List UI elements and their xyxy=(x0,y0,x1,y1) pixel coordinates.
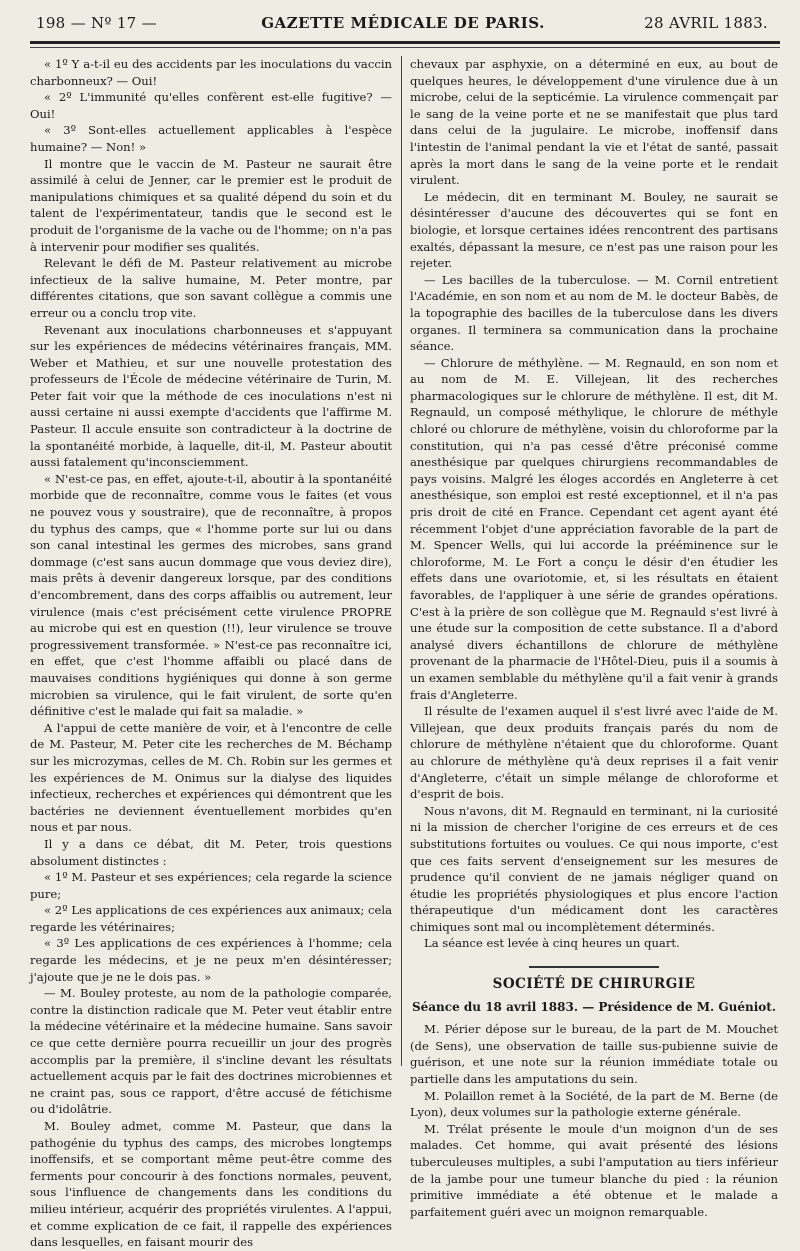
paragraph: « 2º Les applications de ces expériences aux animaux; cela regarde les vétérinaires; xyxy=(30,903,392,934)
paragraph: — Chlorure de méthylène. — M. Regnauld, en son nom et au nom de M. E. Villejean, lit des recherches pharmacologiques sur le chlorure de méthylène. Il est, dit M. Regnauld, un composé méthylique, le chlorure de méthyle chloré ou chlorure de méthylène, voisin du chloroforme par la constitution, qui n'a pas cessé d'être préconisé comme anesthésique par quelques chirurgiens recommandables de pays voisins. Malgré les éloges accordés en Angleterre à cet anesthésique, son emploi est resté exceptionnel, et il n'a pas pris droit de cité en France. Cependant cet agent ayant été récemment l'objet d'une appréciation favorable de la part de M. Spencer Wells, qui lui accorde la prééminence sur le chloroforme, M. Le Fort a conçu le désir d'en étudier les effets dans une ovariotomie, et, si les résultats en étaient favorables, de l'appliquer à une série de grandes opérations. C'est à la prière de son collègue que M. Regnauld s'est livré à une étude sur la composition de cette substance. Il a d'abord analysé divers échantillons de chlorure de méthylène provenant de la pharmacie de l'Hôtel-Dieu, puis il a soumis à un examen semblable du méthylène qu'il a fait venir à grands frais d'Angleterre. xyxy=(410,355,778,702)
paragraph: « 2º L'immunité qu'elles confèrent est-elle fugitive? — Oui! xyxy=(30,90,392,121)
column-divider xyxy=(401,56,402,1066)
page-number: 198 — Nº 17 — xyxy=(36,14,157,32)
issue-date: 28 AVRIL 1883. xyxy=(644,14,768,32)
journal-title: GAZETTE MÉDICALE DE PARIS. xyxy=(261,14,545,32)
paragraph: M. Bouley admet, comme M. Pasteur, que dans la pathogénie du typhus des camps, des microbes longtemps inoffensifs, et se comportant même peut-être comme des ferments pour concourir à des fonctions normales, peuvent, sous l'influence de changements dans les conditions du milieu intérieur, acquérir des propriétés virulentes. A l'appui, et comme explication de ce fait, il rappelle des expériences dans lesquelles, en faisant mourir des xyxy=(30,1119,392,1250)
paragraph: « 3º Les applications de ces expériences à l'homme; cela regarde les médecins, et je ne peux m'en désintéresser; j'ajoute que je ne le dois pas. » xyxy=(30,936,392,984)
paragraph: « 1º M. Pasteur et ses expériences; cela regarde la science pure; xyxy=(30,870,392,901)
right-column xyxy=(410,56,778,1220)
paragraph: M. Périer dépose sur le bureau, de la part de M. Mouchet (de Sens), une observation de taille sus-pubienne suivie de guérison, et une note sur la réunion immédiate totale ou partielle dans les amputations du sein. xyxy=(410,1022,778,1087)
paragraph: Nous n'avons, dit M. Regnauld en terminant, ni la curiosité ni la mission de chercher l'origine de ces erreurs et de ces substitutions fortuites ou voulues. Ce qui nous importe, c'est que ces faits servent d'enseignement sur les mesures de prudence qu'il convient de ne jamais négliger quand on étudie les propriétés physiologiques et plus encore l'action thérapeutique d'un médicament dont les caractères chimiques sont mal ou incomplètement déterminés. xyxy=(410,803,778,934)
paragraph: Le médecin, dit en terminant M. Bouley, ne saurait se désintéresser d'aucune des découvertes qui se font en biologie, et lorsque certaines idées rencontrent des partisans exaltés, dépassant la mesure, ce n'est pas une raison pour les rejeter. xyxy=(410,189,778,271)
left-column xyxy=(30,56,392,1251)
paragraph: La séance est levée à cinq heures un quart. xyxy=(424,936,680,951)
paragraph: Revenant aux inoculations charbonneuses et s'appuyant sur les expériences de médecins vétérinaires français, MM. Weber et Mathieu, et sur une nouvelle protestation des professeurs de l'École de médecine vétérinaire de Turin, M. Peter fait voir que la méthode de ces inoculations n'est ni aussi certaine ni aussi exempte d'accidents que l'affirme M. Pasteur. Il accule ensuite son contradicteur à la doctrine de la spontanéité morbide, à laquelle, dit-il, M. Pasteur aboutit aussi fatalement qu'inconsciemment. xyxy=(30,322,392,470)
header-rule-thick xyxy=(30,41,780,44)
paragraph: Il montre que le vaccin de M. Pasteur ne saurait être assimilé à celui de Jenner, car le premier est le produit de manipulations chimiques et sa qualité dépend du soin et du talent de l'expérimentateur, tandis que le second est le produit de l'organisme de la vache ou de l'homme; on n'a pas à intervenir pour modifier ses qualités. xyxy=(30,156,392,254)
section-divider xyxy=(529,966,659,968)
paragraph: « 1º Y a-t-il eu des accidents par les inoculations du vaccin charbonneux? — Oui! xyxy=(30,57,392,88)
paragraph: Il résulte de l'examen auquel il s'est livré avec l'aide de M. Villejean, que deux produits français parés du nom de chlorure de méthylène n'étaient que du chloroforme. Quant au chlorure de méthylène qu'à deux reprises il a fait venir d'Angleterre, c'était un simple mélange de chloroforme et d'esprit de bois. xyxy=(410,704,778,802)
header-rule-thin xyxy=(30,47,780,48)
paragraph: M. Trélat présente le moule d'un moignon d'un de ses malades. Cet homme, qui avait présenté des lésions tuberculeuses multiples, a subi l'amputation au tiers inférieur de la jambe pour une tumeur blanche du pied : la réunion primitive immédiate a été obtenue et le malade a parfaitement guéri avec un moignon remarquable. xyxy=(410,1121,778,1219)
paragraph: Relevant le défi de M. Pasteur relativement au microbe infectieux de la salive humaine, M. Peter montre, par différentes citations, que son savant collègue a commis une erreur ou a conclu trop vite. xyxy=(30,256,392,320)
seance-line: Séance du 18 avril 1883. — Présidence de M. Guéniot. xyxy=(411,999,776,1014)
paragraph: A l'appui de cette manière de voir, et à l'encontre de celle de M. Pasteur, M. Peter cite les recherches de M. Béchamp sur les microzymas, celles de M. Ch. Robin sur les germes et les expériences de M. Onimus sur la dialyse des liquides infectieux, recherches et expériences qui démontrent que les bactéries ne deviennent éventuellement morbides qu'en nous et par nous. xyxy=(30,720,392,835)
paragraph: — Les bacilles de la tuberculose. — M. Cornil entretient l'Académie, en son nom et au nom de M. le docteur Babès, de la topographie des bacilles de la tuberculose dans les divers organes. Il terminera sa communication dans la prochaine séance. xyxy=(410,272,778,354)
paragraph: « 3º Sont-elles actuellement applicables à l'espèce humaine? — Non! » xyxy=(30,123,392,154)
paragraph: — M. Bouley proteste, au nom de la pathologie comparée, contre la distinction radicale que M. Peter veut établir entre la médecine vétérinaire et la médecine humaine. Sans savoir ce que cette dernière pourra recueillir un jour des progrès accomplis par la première, il s'incline devant les résultats actuellement acquis par le fait des doctrines microbiennes et ne craint pas, sous ce rapport, d'être accusé de fétichisme ou d'idolâtrie. xyxy=(30,986,392,1117)
page-header xyxy=(28,14,778,34)
section-title: SOCIÉTÉ DE CHIRURGIE xyxy=(492,976,696,993)
paragraph: M. Polaillon remet à la Société, de la part de M. Berne (de Lyon), deux volumes sur la pathologie externe générale. xyxy=(410,1088,778,1120)
paragraph: chevaux par asphyxie, on a déterminé en eux, au bout de quelques heures, le développement d'une virulence due à un microbe, celui de la septicémie. La virulence commençait par le sang de la veine porte et ne se manifestait que plus tard dans celui de la jugulaire. Le microbe, inoffensif dans l'intestin de l'animal pendant la vie et l'état de santé, passait après la mort dans le sang de la veine porte et le rendait virulent. xyxy=(410,57,778,188)
paragraph: Il y a dans ce débat, dit M. Peter, trois questions absolument distinctes : xyxy=(30,836,392,868)
paragraph: « N'est-ce pas, en effet, ajoute-t-il, aboutir à la spontanéité morbide que de reconnaître, comme vous le faites (et vous ne pouvez vous y soustraire), que de reconnaître, à propos du typhus des camps, que « l'homme porte sur lui ou dans son canal intestinal les germes des microbes, sans grand dommage (c'est sans aucun dommage que vous deviez dire), mais prêts à devenir dangereux lorsque, par des conditions d'encombrement, dans des corps affaiblis ou autrement, leur virulence (mais c'est précisément cette virulence PROPRE au microbe qui est en question (!!), leur virulence se trouve progressivement transformée. » N'est-ce pas reconnaître ici, en effet, que c'est l'homme affaibli ou placé dans de mauvaises conditions hygiéniques qui donne à son germe microbien sa virulence, qui le fait virulent, de sorte qu'en définitive c'est le malade qui fait sa maladie. » xyxy=(30,471,392,719)
